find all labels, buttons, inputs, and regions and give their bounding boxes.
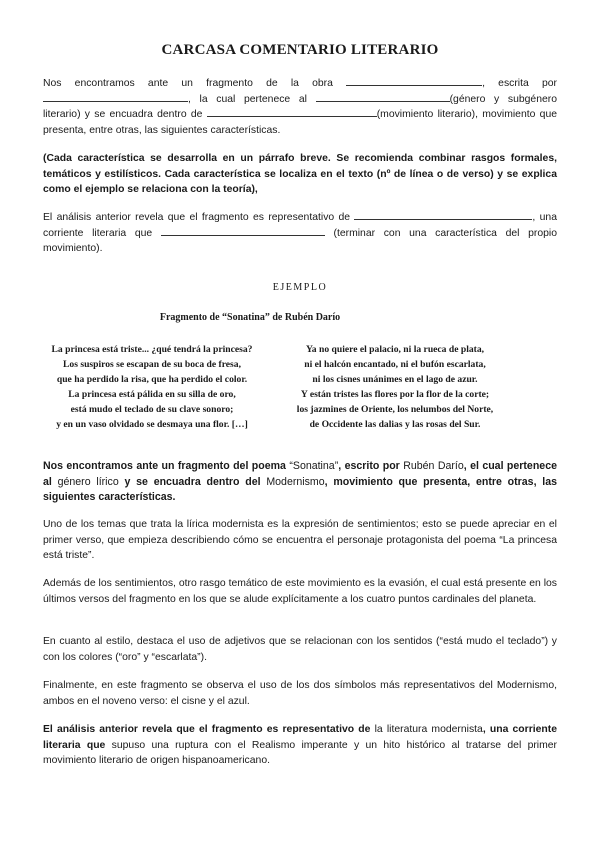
poem-verse: La princesa está pálida en su silla de oro, (68, 389, 236, 400)
poem-verse: y en un vaso olvidado se desmaya una flor. […] (56, 419, 248, 430)
example-conclusion-value-1: la literatura modernista (374, 724, 483, 735)
example-paragraph-style: En cuanto al estilo, destaca el uso de adjetivos que se relacionan con los sentidos (“está mudo el teclado”) y con los colores (“oro” y “escarlata”). (43, 636, 557, 663)
blank-caracteristica (161, 226, 325, 236)
poem-verse: Ya no quiere el palacio, ni la rueca de plata, (305, 344, 485, 355)
example-conclusion-text-1: El análisis anterior revela que el fragmento es representativo de (43, 724, 371, 735)
poem-column-right (250, 342, 540, 432)
poem-verse: La princesa está triste... ¿qué tendrá la princesa? (51, 344, 253, 355)
example-conclusion-text-2: , una corriente literaria que (43, 724, 557, 751)
poem-verse: Los suspiros se escapan de su boca de fresa, (63, 359, 241, 370)
document-title: CARCASA COMENTARIO LITERARIO (161, 42, 439, 58)
example-author: Rubén Darío (403, 460, 464, 472)
template-conclusion-paragraph (43, 210, 557, 257)
template-intro-text-2: , escrita por (482, 78, 557, 89)
template-intro-text-3: , la cual pertenece al (188, 93, 307, 105)
blank-movimiento-conclusion (354, 210, 532, 220)
poem-verse: ni el halcón encantado, ni el bufón escarlata, (304, 359, 486, 370)
example-paragraph-evasion: Además de los sentimientos, otro rasgo temático de este movimiento es la evasión, el cual está presente en los últimos versos del fragmento en los que se alude explícitamente a los cuatro puntos cardinales del planeta. (43, 578, 557, 605)
poem-verse: ni los cisnes unánimes en el lago de azur. (312, 374, 478, 385)
template-intro-text-4: (género y subgénero literario) y se encuadra dentro de (43, 93, 558, 120)
template-instructions: (Cada característica se desarrolla en un párrafo breve. Se recomienda combinar rasgos formales, temáticos y estilísticos. Cada característica se localiza en el texto (nº de línea o de verso) y se explica como el ejemplo se relaciona con la teoría), (43, 153, 557, 195)
template-intro-paragraph (43, 76, 557, 138)
poem-verse: de Occidente las dalias y las rosas del Sur. (309, 419, 481, 430)
example-movement: Modernismo (266, 475, 325, 488)
example-intro-text-5: , movimiento que presenta, entre otras, las siguientes características. (43, 475, 557, 503)
example-genre: género lírico (57, 475, 119, 488)
example-intro-text-4: y se encuadra dentro del (124, 475, 261, 488)
blank-movimiento (207, 107, 377, 117)
poem-verse: los jazmines de Oriente, los nelumbos del Norte, (296, 404, 494, 415)
blank-genero (316, 92, 450, 102)
example-heading: EJEMPLO (272, 282, 328, 293)
poem-verse: está mudo el teclado de su clave sonoro; (70, 404, 234, 415)
blank-autor (43, 92, 188, 102)
poem-verse: que ha perdido la risa, que ha perdido el color. (56, 374, 248, 385)
example-conclusion-paragraph (43, 722, 557, 769)
example-intro-text-2: , escrito por (338, 460, 400, 472)
template-intro-text-1: Nos encontramos ante un fragmento de la obra (43, 78, 333, 89)
example-paragraph-themes: Uno de los temas que trata la lírica modernista es la expresión de sentimientos; esto se puede apreciar en el primer verso, que empieza describiendo cómo se encuentra el personaje protagonista del poema “La princesa está triste”. (43, 519, 557, 561)
example-paragraph-symbols: Finalmente, en este fragmento se observa el uso de los dos símbolos más representativos del Modernismo, ambos en el noveno verso: el cisne y el azul. (43, 680, 557, 707)
example-intro-text-1: Nos encontramos ante un fragmento del poema (43, 460, 286, 472)
fragment-title: Fragmento de “Sonatina” de Rubén Darío (159, 312, 341, 323)
template-conclusion-text-1: El análisis anterior revela que el fragmento es representativo de (43, 212, 351, 223)
template-intro-text-5: (movimiento literario), movimiento que presenta, entre otras, las siguientes características. (43, 109, 558, 136)
template-conclusion-text-3: (terminar con una característica del propio movimiento). (43, 227, 557, 254)
poem-verse: Y están tristes las flores por la flor de la corte; (300, 389, 490, 400)
example-intro-text-3: , el cual pertenece al (43, 460, 557, 488)
poem-column-left (14, 342, 290, 432)
example-conclusion-value-2: supuso una ruptura con el Realismo imperante y un hito histórico al tratarse del primer movimiento literario de origen hispanoamericano. (43, 739, 558, 766)
example-work: “Sonatina” (289, 460, 339, 472)
template-conclusion-text-2: , una corriente literaria que (43, 212, 557, 239)
example-intro-paragraph (43, 459, 557, 506)
blank-obra (346, 76, 482, 86)
